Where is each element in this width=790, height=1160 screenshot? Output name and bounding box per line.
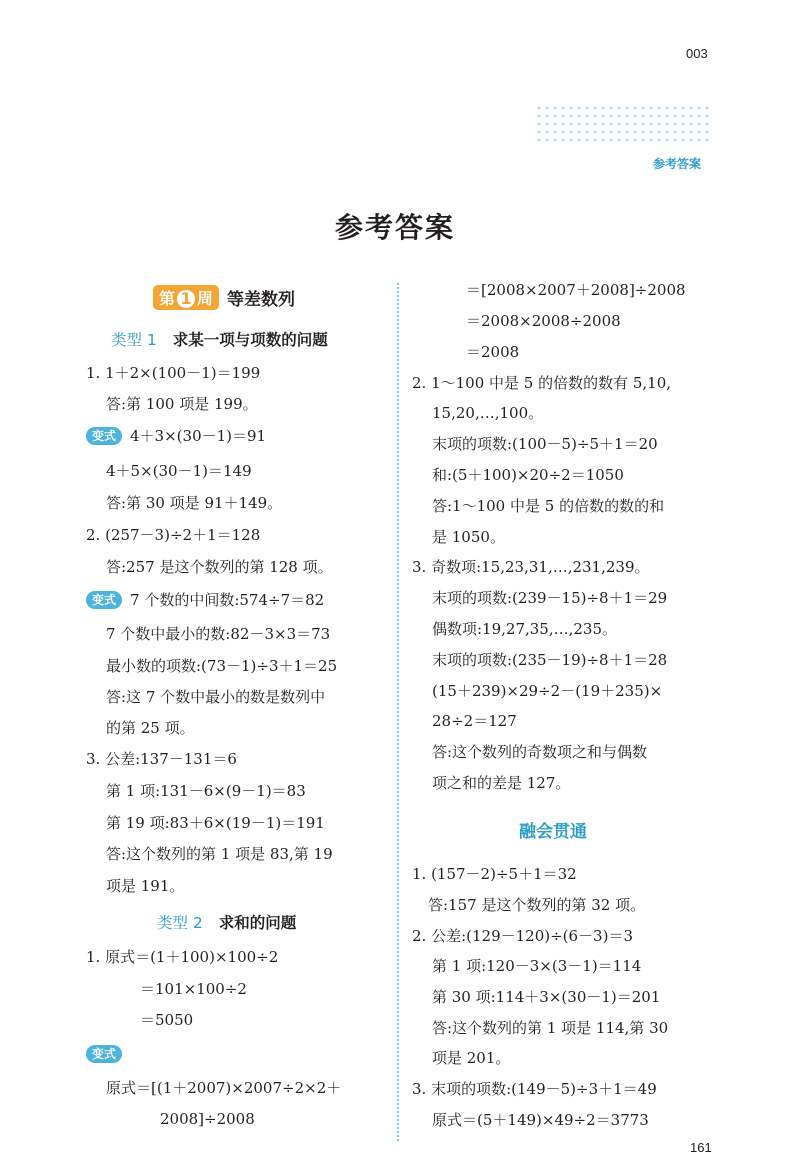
week-badge: 第 1 周 [153,285,219,310]
variant-badge: 变式 [86,1045,122,1063]
answer-line: 1. (157－2)÷5＋1＝32 [412,865,577,883]
section-label: 参考答案 [653,157,702,171]
answer-line: 原式＝(5＋149)×49÷2＝3773 [432,1111,649,1129]
answer-line: 答:这个数列的第 1 项是 83,第 19 [106,845,333,863]
answer-line: 1. 1＋2×(100－1)＝199 [86,364,261,382]
week-topic: 等差数列 [227,290,296,310]
type-2-tag: 类型 2 [157,914,203,932]
answer-line: 第 19 项:83＋6×(19－1)＝191 [106,814,325,832]
answer-line: 末项的项数:(239－15)÷8＋1＝29 [432,589,668,607]
page-code: 003 [686,46,708,61]
answer-line: 答:第 30 项是 91＋149。 [106,494,283,512]
type-2-title: 求和的问题 [218,914,297,932]
variant-line [86,1044,130,1063]
answer-line: 答:257 是这个数列的第 128 项。 [106,558,333,576]
section-title-synthesis: 融会贯通 [519,822,587,842]
answer-line: 项是 201。 [432,1049,511,1067]
page-title: 参考答案 [334,211,455,244]
answer-line: 末项的项数:(100－5)÷5＋1＝20 [432,435,658,453]
answer-line: 和:(5＋100)×20÷2＝1050 [432,466,624,484]
answer-line: ＝101×100÷2 [140,980,247,998]
answer-line: 答:157 是这个数列的第 32 项。 [428,896,646,914]
answer-line: 项之和的差是 127。 [432,774,571,792]
type-2-heading [157,911,296,933]
variant-line: 变式 4＋3×(30－1)＝91 [86,426,266,446]
answer-line: 末项的项数:(235－19)÷8＋1＝28 [432,651,668,669]
variant-badge: 变式 [86,591,122,609]
answer-line: 偶数项:19,27,35,…,235。 [432,620,618,638]
answer-line: 28÷2＝127 [432,712,517,730]
answer-line: 1. 原式＝(1＋100)×100÷2 [86,948,279,966]
answer-line: ＝[2008×2007＋2008]÷2008 [466,281,686,299]
week-heading [153,285,295,310]
answer-line: 第 1 项:120－3×(3－1)＝114 [432,957,642,975]
answer-line: 7 个数中最小的数:82－3×3＝73 [106,625,331,643]
type-1-heading [111,328,328,350]
answer-line: 2. 1～100 中是 5 的倍数的数有 5,10, [412,374,672,392]
answer-line: 3. 公差:137－131＝6 [86,750,237,768]
variant-line: 变式 7 个数的中间数:574÷7＝82 [86,590,324,610]
answer-line: 15,20,…,100。 [432,404,544,422]
answer-line: 2. 公差:(129－120)÷(6－3)＝3 [412,927,634,945]
answer-line: 原式＝[(1＋2007)×2007÷2×2＋ [106,1079,342,1097]
answer-line: ＝2008 [466,343,520,361]
answer-line: ＝5050 [140,1011,194,1029]
answer-line: ＝2008×2008÷2008 [466,312,621,330]
answer-line: 第 1 项:131－6×(9－1)＝83 [106,782,306,800]
type-1-tag: 类型 1 [111,331,157,349]
answer-line: 项是 191。 [106,877,185,895]
answer-line: 是 1050。 [432,528,505,546]
column-divider [397,283,399,1141]
answer-line: 3. 奇数项:15,23,31,…,231,239。 [412,558,650,576]
answer-line: 答:1～100 中是 5 的倍数的数的和 [432,497,665,515]
type-1-title: 求某一项与项数的问题 [172,331,328,349]
answer-line: (15＋239)×29÷2－(19＋235)× [432,682,663,700]
decorative-dot-pattern [535,104,710,146]
answer-line: 答:这个数列的奇数项之和与偶数 [432,743,648,761]
answer-line: 答:这个数列的第 1 项是 114,第 30 [432,1019,669,1037]
answer-line: 3. 末项的项数:(149－5)÷3＋1＝49 [412,1080,657,1098]
answer-line: 2008]÷2008 [160,1110,255,1128]
answer-line: 2. (257－3)÷2＋1＝128 [86,526,261,544]
answer-line: 第 30 项:114＋3×(30－1)＝201 [432,988,661,1006]
answer-line: 最小数的项数:(73－1)÷3＋1＝25 [106,657,338,675]
variant-badge: 变式 [86,427,122,445]
answer-line: 答:这 7 个数中最小的数是数列中 [106,688,326,706]
answer-line: 4＋5×(30－1)＝149 [106,462,252,480]
page-number: 161 [690,1140,712,1155]
answer-line: 答:第 100 项是 199。 [106,395,258,413]
answer-line: 的第 25 项。 [106,719,195,737]
